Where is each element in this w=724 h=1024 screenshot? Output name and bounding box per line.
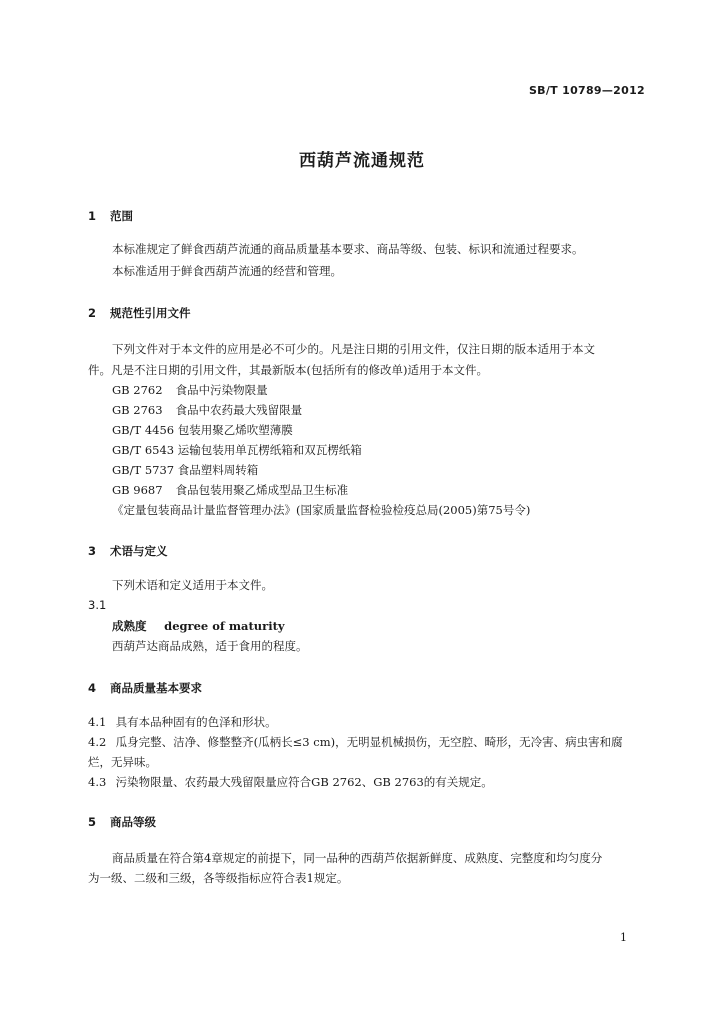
section-title: 术语与定义: [110, 544, 168, 558]
clause-number: 4.2: [88, 735, 107, 749]
clause-text: 污染物限量、农药最大残留限量应符合GB 2762、GB 2763的有关规定。: [115, 775, 493, 789]
reference-name: 食品中农药最大残留限量: [175, 403, 303, 417]
section-number: 1: [88, 209, 97, 223]
section-title: 范围: [110, 209, 134, 223]
clause-text: 具有本品种固有的色泽和形状。: [115, 715, 277, 729]
section-number: 3: [88, 544, 97, 558]
reference-code: GB 2762: [112, 383, 163, 397]
reference-name: 食品塑料周转箱: [177, 463, 259, 477]
reference-code: GB/T 5737: [112, 463, 175, 477]
term-chinese: 成熟度: [112, 619, 147, 633]
reference-item: [112, 422, 293, 438]
reference-item: [112, 402, 302, 418]
paragraph: 件。凡是不注日期的引用文件，其最新版本(包括所有的修改单)适用于本文件。: [88, 363, 488, 377]
term-number: 3.1: [88, 598, 107, 612]
reference-item: [112, 482, 348, 498]
clause-number: 4.1: [88, 715, 107, 729]
clause-number: 4.3: [88, 775, 107, 789]
document-title: 西葫芦流通规范: [299, 151, 425, 171]
reference-name: 食品包装用聚乙烯成型品卫生标准: [175, 483, 349, 497]
section-5-heading: [88, 814, 648, 830]
clause-text: 瓜身完整、洁净、修整整齐(瓜柄长≤3 cm)，无明显机械损伤，无空腔、畸形，无冷害、病虫害和腐: [115, 735, 623, 749]
page-number: 1: [620, 931, 627, 944]
clause-4-1: [88, 714, 277, 730]
section-1-heading: [88, 208, 648, 224]
section-number: 2: [88, 306, 97, 320]
paragraph: 本标准规定了鲜食西葫芦流通的商品质量基本要求、商品等级、包装、标识和流通过程要求。: [112, 242, 584, 256]
term-english: degree of maturity: [164, 619, 285, 633]
paragraph: 下列文件对于本文件的应用是必不可少的。凡是注日期的引用文件，仅注日期的版本适用于本文: [112, 342, 595, 356]
reference-code: GB/T 6543: [112, 443, 175, 457]
section-4-heading: [88, 680, 648, 696]
reference-name: 食品中污染物限量: [175, 383, 268, 397]
term-heading: [112, 618, 285, 634]
reference-item: [112, 462, 258, 478]
reference-name: 运输包装用单瓦楞纸箱和双瓦楞纸箱: [177, 443, 362, 457]
paragraph: 商品质量在符合第4章规定的前提下，同一品种的西葫芦依据新鲜度、成熟度、完整度和均匀度分: [112, 851, 603, 865]
reference-code: GB 9687: [112, 483, 163, 497]
paragraph: 为一级、二级和三级，各等级指标应符合表1规定。: [88, 871, 349, 885]
section-3-heading: [88, 543, 648, 559]
section-2-heading: [88, 305, 648, 321]
clause-4-2: [88, 734, 623, 750]
section-title: 商品等级: [110, 815, 157, 829]
section-title: 规范性引用文件: [110, 306, 191, 320]
reference-decree: 《定量包装商品计量监督管理办法》(国家质量监督检验检疫总局(2005)第75号令): [112, 503, 531, 517]
term-definition: 西葫芦达商品成熟，适于食用的程度。: [112, 639, 308, 653]
reference-item: [112, 442, 362, 458]
reference-item: [112, 382, 268, 398]
standard-code: SB/T 10789—2012: [528, 84, 645, 97]
section-number: 5: [88, 815, 97, 829]
reference-code: GB/T 4456: [112, 423, 175, 437]
paragraph: 下列术语和定义适用于本文件。: [112, 578, 273, 592]
reference-code: GB 2763: [112, 403, 163, 417]
clause-continuation: 烂，无异味。: [88, 755, 157, 769]
clause-4-3: [88, 774, 493, 790]
section-title: 商品质量基本要求: [110, 681, 203, 695]
reference-name: 包装用聚乙烯吹塑薄膜: [177, 423, 293, 437]
section-number: 4: [88, 681, 97, 695]
paragraph: 本标准适用于鲜食西葫芦流通的经营和管理。: [112, 264, 342, 278]
